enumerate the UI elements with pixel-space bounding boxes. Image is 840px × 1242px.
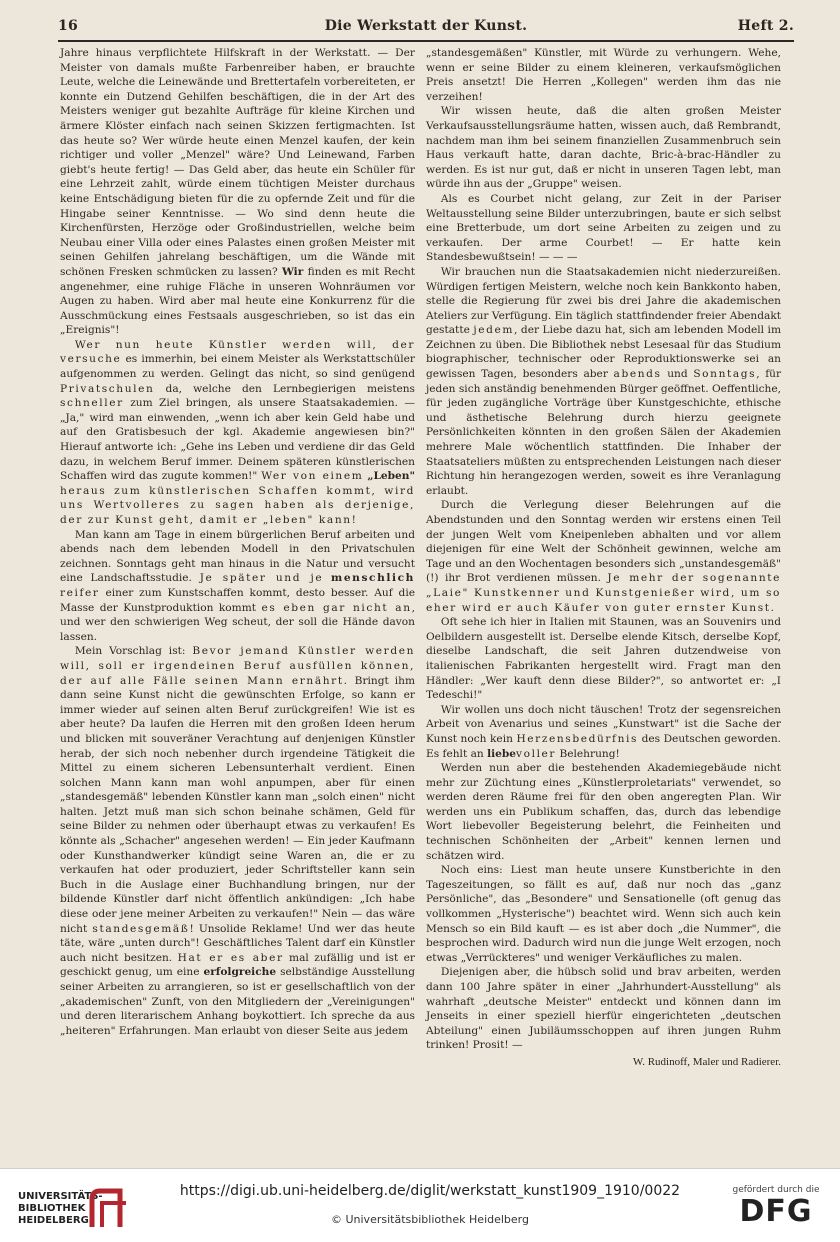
- viewer-footer: [0, 1168, 840, 1242]
- paragraph: Wir brauchen nun die Staatsakademien nicht niederzureißen. Würdigen fertigen Meistern, welche noch kein Bankkonto haben, stelle die Regierung für zwei bis drei Jahre die akademischen Ateliers zur Verfügung. Ein täglich stattfindender freier Abendakt gestatte jedem, der Liebe dazu hat, sich am lebenden Modell im Zeichnen zu üben. Die Bibliothek nebst Lesesaal für das Studium biographischer, technischer oder Reproduktionswerke sei an gewissen Tagen, besonders aber abends und Sonntags, für jeden sich anständig benehmenden Bürger geöffnet. Oeffentliche, für jeden zugängliche Vorträge über Kunstgeschichte, ethische und ästhetische Belehrung durch hierzu geeignete Persönlichkeiten könnten in den großen Sälen der Akademien mehrere Male wöchentlich stattfinden. Die Inhaber der Staatsateliers müßten zu entsprechenden Leistungen nach dieser Richtung hin herangezogen werden, soweit es ihre Veranlagung erlaubt.: [426, 265, 782, 497]
- paragraph: Mein Vorschlag ist: Bevor jemand Künstler werden will, soll er irgendeinen Beruf ausfüllen können, der auf alle Fälle seinen Mann ernährt. Bringt ihm dann seine Kunst nicht die gewünschten Erfolge, so kann er immer wieder auf seinen alten Beruf zurückgreifen! Wie ist es aber heute? Da laufen die Herren mit den großen Ideen herum und blicken mit souveräner Verachtung auf denjenigen Künstler herab, der sich noch nebenher durch irgendeine Tätigkeit die Mittel zu einem sicheren Lebensunterhalt verdient. Einen solchen Mann kann man wohl anpumpen, aber für einen „standesgemäß" lebenden Künstler kann man „solch einen" nicht halten. Jetzt muß man sich schon beinahe schämen, Geld für seine Bilder zu nehmen oder überhaupt etwas zu verkaufen! Es könnte als „Schacher" angesehen werden! — Ein jeder Kaufmann oder Kunsthandwerker kündigt seine Waren an, die er zu verkaufen hat oder produziert, jeder Schriftsteller kann sein Buch in die Auslage einer Buchhandlung bringen, nur der bildende Künstler darf nicht öffentlich ankündigen: „Ich habe diese oder jene meiner Arbeiten zu verkaufen!" Nein — das wäre nicht standesgemäß! Unsolide Reklame! Und wer das heute täte, wäre „unten durch"! Geschäftliches Talent darf ein Künstler auch nicht besitzen. Hat er es aber mal zufällig und ist er geschickt genug, um eine erfolgreiche selbständige Ausstellung seiner Arbeiten zu arrangieren, so ist er gesellschaftlich von der „akademischen" Zunft, von den Mitgliedern der „Vereinigungen" und deren literarischem Anhang boykottiert. Ich spreche da aus „heiteren" Erfahrungen. Man erlaubt von dieser Seite aus jedem: [60, 645, 416, 1037]
- paragraph: Jahre hinaus verpflichtete Hilfskraft in der Werkstatt. — Der Meister von damals mußte Farbenreiber haben, er brauchte Leute, welche die Leinewände und Brettertafeln vorbereiteten, er konnte ein Dutzend Gehilfen beschäftigen, die in der Art des Meisters weniger gut bezahlte Aufträge für kleine Kirchen und ärmere Klöster einfach nach seinen Skizzen fertigmachten. Ist das heute so? Wer würde heute einen Menzel kaufen, der kein richtiger und voller „Menzel" wäre? Und Leinewand, Farben giebt's heute fertig! — Das Geld aber, das heute ein Schüler für eine Lehrzeit zahlt, würde einem tüchtigen Meister durchaus keine Entschädigung bieten für die zu opfernde Zeit und für die Hingabe seiner Kenntnisse. — Wo sind denn heute die Kirchenfürsten, Herzöge oder Großindustriellen, welche beim Neubau einer Villa oder eines Palastes einen großen Meister mit seinen Gehilfen jahrelang beschäftigen, um die Wände mit schönen Fresken schmücken zu lassen? Wir finden es mit Recht angenehmer, eine ruhige Fläche in unseren Wohnräumen vor Augen zu haben. Wird aber mal heute eine Konkurrenz für die Ausschmückung eines Festsaals ausgeschrieben, so ist das ein „Ereignis"!: [60, 47, 415, 337]
- logo-text: UNIVERSITÄTS- BIBLIOTHEK HEIDELBERG: [18, 1191, 103, 1226]
- funding-label: gefördert durch die: [732, 1185, 820, 1195]
- paragraph: Man kann am Tage in einem bürgerlichen Beruf arbeiten und abends nach dem lebenden Modell in den Privatschulen zeichnen. Sonntags geht man hinaus in die Natur und versucht eine Landschaftsstudie. Je später und je menschlich reifer einer zum Kunstschaffen kommt, desto besser. Auf die Masse der Kunstproduktion kommt es eben gar nicht an, und wer den schwierigen Weg scheut, der soll die Hände davon lassen.: [60, 528, 415, 643]
- paragraph: Wer nun heute Künstler werden will, der versuche es immerhin, bei einem Meister als Werkstattschüler aufgenommen zu werden. Gelingt das nicht, so sind genügend Privatschulen da, welche den Lernbegierigen meistens schneller zum Ziel bringen, als unsere Staatsakademien. — „Ja," wird man einwenden, „wenn ich aber kein Geld habe und auf den Gratisbesuch der kgl. Akademie angewiesen bin?" Hierauf antworte ich: „Gehe ins Leben und verdiene dir das Geld dazu, in welchem Beruf immer. Deinem späteren künstlerischen Schaffen wird das zugute kommen!" Wer von einem „Leben" heraus zum künstlerischen Schaffen kommt, wird uns Wertvolleres zu sagen haben als derjenige, der zur Kunst geht, damit er „leben" kann!: [60, 338, 416, 526]
- paragraph: Wir wollen uns doch nicht täuschen! Trotz der segensreichen Arbeit von Avenarius und seines „Kunstwart" ist die Sache der Kunst noch kein Herzensbedürfnis des Deutschen geworden. Es fehlt an liebevoller Belehrung!: [426, 703, 782, 760]
- left-column: [60, 46, 415, 1038]
- paragraph: Werden nun aber die bestehenden Akademiegebäude nicht mehr zur Züchtung eines „Künstlerproletariats" verwendet, so werden deren Räume frei für den oben angeregten Plan. Wir werden uns ein Publikum schaffen, das, durch das lebendige Wort liebevoller Begeisterung belehrt, die Feinheiten und technischen Schönheiten der „Arbeit" kennen lernen und schätzen wird.: [426, 762, 781, 862]
- paragraph: Noch eins: Liest man heute unsere Kunstberichte in den Tageszeitungen, so fällt es auf, daß nur noch das „ganz Persönliche", das „Besondere" und Sensationelle (oft genug das vollkommen „Hysterische") beachtet wird. Wenn sich auch kein Mensch so ein Bild kauft — es ist aber doch „die Nummer", die besprochen wird. Dadurch wird nun die junge Welt erzogen, noch etwas „Verrückteres" und weniger Verkäufliches zu malen.: [426, 864, 781, 964]
- right-column: [426, 46, 781, 1070]
- running-header: [58, 14, 794, 38]
- copyright-notice: © Universitätsbibliothek Heidelberg: [330, 1213, 529, 1226]
- paragraph: „standesgemäßen" Künstler, mit Würde zu verhungern. Wehe, wenn er seine Bilder zu einem kleineren, verkaufsmöglichen Preis ansetzt! Die Herren „Kollegen" werden ihm das nie verzeihen!: [426, 47, 781, 103]
- university-seal-icon: [86, 1187, 132, 1229]
- dfg-logo[interactable]: [728, 1185, 824, 1237]
- ub-heidelberg-logo[interactable]: [18, 1191, 148, 1231]
- issue-label: Heft 2.: [737, 18, 794, 34]
- author-signature: W. Rudinoff, Maler und Radierer.: [632, 1055, 781, 1068]
- page-number: 16: [58, 18, 79, 34]
- journal-title: Die Werkstatt der Kunst.: [324, 18, 528, 34]
- dfg-wordmark: DFG: [739, 1194, 813, 1229]
- paragraph: Durch die Verlegung dieser Belehrungen auf die Abendstunden und den Sonntag werden wir erstens einen Teil der jungen Welt vom Kneipenleben abhalten und vor allem diejenigen für eine Welt der Schönheit gewinnen, welche am Tage und an den Wochentagen besonders sich „unstandesgemäß" (!) ihr Brot verdienen müssen. Je mehr der sogenannte „Laie" Kunstkenner und Kunstgenießer wird, um so eher wird er auch Käufer von guter ernster Kunst.: [426, 499, 781, 614]
- paragraph: Als es Courbet nicht gelang, zur Zeit in der Pariser Weltausstellung seine Bilder unterzubringen, baute er sich selbst eine Bretterbude, um dort seine Arbeiten zu zeigen und zu verkaufen. Der arme Courbet! — Er hatte kein Standesbewußtsein! — — —: [426, 192, 781, 264]
- paragraph: Oft sehe ich hier in Italien mit Staunen, was an Souvenirs und Oelbildern ausgestellt ist. Derselbe elende Kitsch, derselbe Kopf, dieselbe Landschaft, die seit Jahren dutzendweise von italienischen Fabrikanten hergestellt wird. Fragt man den Händler: „Wer kauft denn diese Bilder?", so antwortet er: „I Tedeschi!": [426, 616, 781, 702]
- header-rule: [58, 40, 794, 42]
- paragraph: Diejenigen aber, die hübsch solid und brav arbeiten, werden dann 100 Jahre später in einer „Jahrhundert-Ausstellung" als wahrhaft „deutsche Meister" entdeckt und können dann im Jenseits in einer speziell hierfür eingerichteten „deutschen Abteilung" einen Jubiläumsschoppen auf ihren jungen Ruhm trinken! Prosit! —: [426, 966, 781, 1052]
- permalink-url[interactable]: https://digi.ub.uni-heidelberg.de/diglit/werkstatt_kunst1909_1910/0022: [179, 1183, 681, 1199]
- paragraph: Wir wissen heute, daß die alten großen Meister Verkaufsausstellungsräume hatten, wissen auch, daß Rembrandt, nachdem man ihm bei seinem finanziellen Zusammenbruch sein Haus verkauft hatte, daran dachte, Bric-à-brac-Händler zu werden. Es ist nur gut, daß er nicht in unseren Tagen lebt, man würde ihn aus der „Gruppe" weisen.: [426, 105, 781, 191]
